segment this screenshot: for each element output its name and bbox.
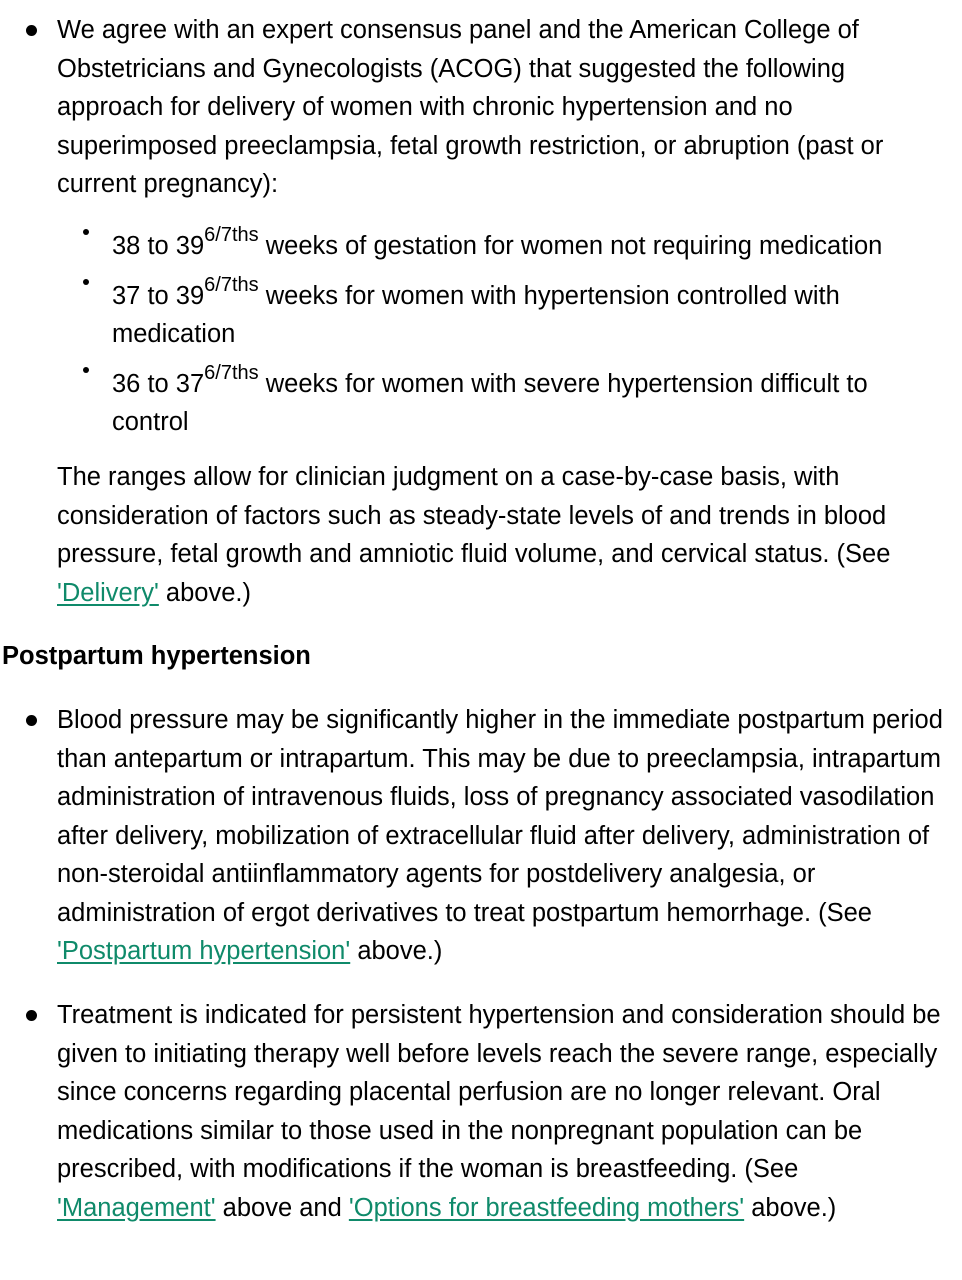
bullet-middle: above and [215,1194,349,1223]
bullet-text: Treatment is indicated for persistent hypertension and consideration should be given to initiating therapy well before levels reach the severe range, especially since concerns regarding placental perfusion are no longer relevant. Oral medications similar to those used in the nonpregnant population can be prescribed, with modifications if the woman is breastfeeding. (See [57,1001,941,1184]
sub-bullet-dot-icon [83,279,89,285]
bullet-dot-icon [26,25,37,36]
sub-item-text: weeks of gestation for women not requiring medication [258,231,883,260]
article-content [0,11,962,1228]
sub-item-text: weeks for women with severe hypertension difficult to control [112,369,868,437]
sub-item-superscript: 6/7ths [204,224,259,247]
bullet-after: above.) [744,1194,837,1223]
sub-bullet-dot-icon [83,367,89,373]
delivery-link[interactable]: 'Delivery' [57,578,159,607]
bullet-text: Blood pressure may be significantly higher in the immediate postpartum period than antepartum or intrapartum. This may be due to preeclampsia, intrapartum administration of intravenous fluids, loss of pregnancy associated vasodilation after delivery, mobilization of extracellular fluid after delivery, administration of non-steroidal antiinflammatory agents for postdelivery analgesia, or administration of ergot derivatives to treat postpartum hemorrhage. (See [57,705,943,927]
ranges-paragraph [57,458,956,612]
section-heading-postpartum: Postpartum hypertension [2,642,311,671]
sub-item-range: 36 to 37 [112,369,205,398]
bullet-dot-icon [26,1010,37,1021]
sub-item-no-medication [0,224,956,266]
bullet-after: above.) [350,937,443,966]
bullet-postpartum-bp [0,701,962,971]
bullet-dot-icon [26,715,37,726]
sub-item-superscript: 6/7ths [204,362,259,385]
bullet-text: We agree with an expert consensus panel and the American College of Obstetricians and Gynecologists (ACOG) that suggested the following approach for delivery of women with chronic hypertension and no superimposed preeclampsia, fetal growth restriction, or abruption (past or current pregnancy): [57,16,884,199]
sub-list [0,224,956,442]
sub-item-range: 38 to 39 [112,231,205,260]
breastfeeding-options-link[interactable]: 'Options for breastfeeding mothers' [348,1194,745,1223]
ranges-after: above.) [158,578,251,607]
management-link[interactable]: 'Management' [57,1194,216,1223]
spacer [0,971,962,996]
sub-item-severe [0,362,956,442]
sub-bullet-dot-icon [83,229,89,235]
bullet-delivery-timing [0,11,962,612]
sub-item-text: weeks for women with hypertension controlled with medication [112,281,840,349]
bullet-treatment [0,996,962,1228]
sub-item-range: 37 to 39 [112,281,205,310]
sub-item-superscript: 6/7ths [204,274,259,297]
postpartum-hypertension-link[interactable]: 'Postpartum hypertension' [57,937,351,966]
ranges-text: The ranges allow for clinician judgment on a case-by-case basis, with consideration of factors such as steady-state levels of and trends in blood pressure, fetal growth and amniotic fluid volume, and cervical status. (See [57,462,891,569]
sub-item-controlled [0,274,956,354]
